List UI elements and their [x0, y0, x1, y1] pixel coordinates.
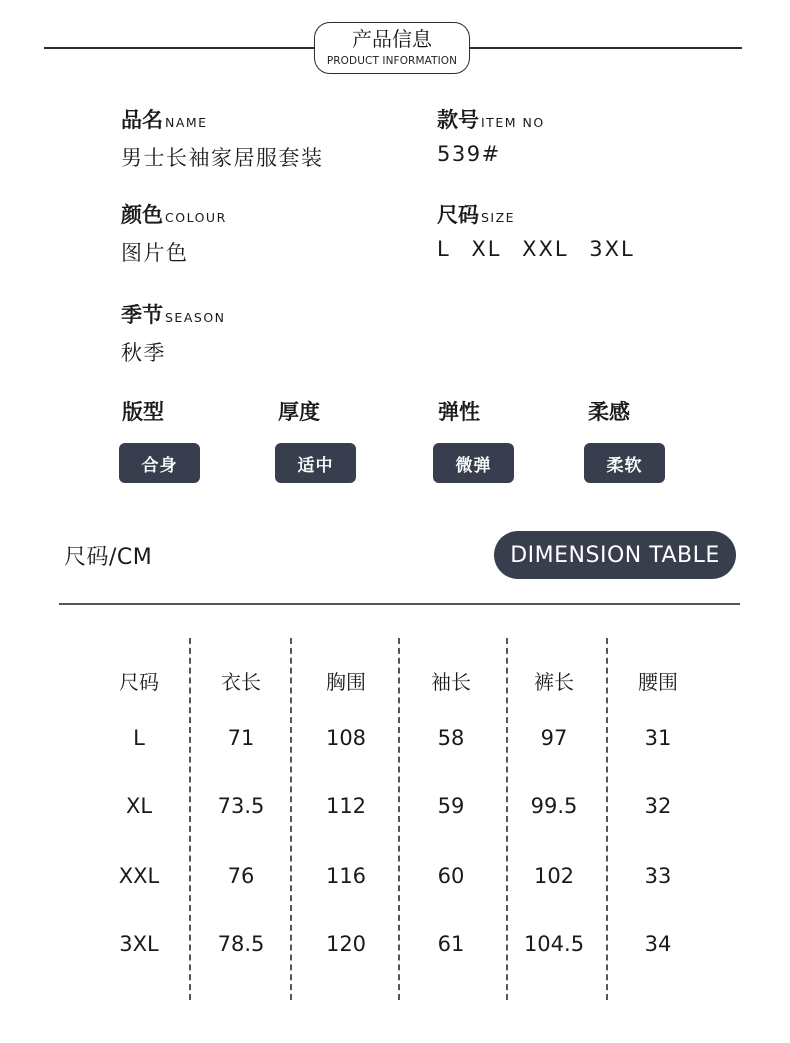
- attribute-label-elasticity: 弹性: [438, 400, 480, 424]
- table-cell: 112: [325, 794, 367, 818]
- table-cell: 73.5: [217, 794, 265, 818]
- field-value: L XL XXL 3XL: [437, 237, 635, 261]
- field-value: 539#: [437, 142, 501, 166]
- table-header-size: 尺码: [119, 670, 159, 694]
- table-cell: 60: [437, 864, 465, 888]
- field-label-en: COLOUR: [165, 210, 227, 225]
- field-label-en: SEASON: [165, 310, 226, 325]
- table-cell: 120: [325, 932, 367, 956]
- table-cell: 97: [540, 726, 568, 750]
- table-cell: XL: [125, 794, 153, 818]
- table-cell: 116: [325, 864, 367, 888]
- attribute-label-thickness: 厚度: [278, 400, 320, 424]
- table-cell: 76: [227, 864, 255, 888]
- field-label: 品名: [121, 108, 163, 132]
- dimension-table-badge: DIMENSION TABLE: [494, 531, 736, 579]
- field-season: [121, 299, 226, 367]
- attribute-chip-thickness: 适中: [275, 443, 356, 483]
- field-name: [121, 104, 324, 172]
- table-cell: 3XL: [119, 932, 159, 956]
- table-cell: 32: [644, 794, 672, 818]
- field-label-en: NAME: [165, 115, 208, 130]
- field-value: 图片色: [121, 241, 189, 265]
- table-cell: 61: [437, 932, 465, 956]
- table-header-sleeve: 袖长: [431, 670, 471, 694]
- attribute-chip-softness: 柔软: [584, 443, 665, 483]
- field-label: 款号: [437, 108, 479, 132]
- field-label: 季节: [121, 303, 163, 327]
- section-divider: [59, 603, 740, 605]
- attribute-label-softness: 柔感: [588, 400, 630, 424]
- table-cell: L: [133, 726, 145, 750]
- section-title-badge: [314, 22, 470, 74]
- table-header-waist: 腰围: [638, 670, 678, 694]
- field-value: 秋季: [121, 341, 166, 365]
- field-size: [437, 199, 635, 261]
- field-colour: [121, 199, 227, 267]
- field-label-en: ITEM NO: [481, 115, 545, 130]
- table-cell: 59: [437, 794, 465, 818]
- field-label-en: SIZE: [481, 210, 516, 225]
- table-cell: 33: [644, 864, 672, 888]
- size-section-title: 尺码/CM: [64, 545, 153, 570]
- field-item-no: [437, 104, 545, 166]
- table-cell: 78.5: [217, 932, 265, 956]
- table-cell: 104.5: [523, 932, 585, 956]
- table-cell: 108: [325, 726, 367, 750]
- table-cell: 102: [533, 864, 575, 888]
- table-header-chest: 胸围: [326, 670, 366, 694]
- header-rule-right: [470, 47, 742, 49]
- table-cell: 71: [227, 726, 255, 750]
- table-cell: XXL: [118, 864, 160, 888]
- attribute-chip-fit: 合身: [119, 443, 200, 483]
- column-divider: [398, 638, 400, 1000]
- attribute-label-fit: 版型: [122, 400, 164, 424]
- table-cell: 31: [644, 726, 672, 750]
- table-header-pants-length: 裤长: [534, 670, 574, 694]
- field-value: 男士长袖家居服套装: [121, 146, 324, 170]
- field-label: 尺码: [437, 203, 479, 227]
- table-cell: 99.5: [530, 794, 578, 818]
- table-cell: 58: [437, 726, 465, 750]
- section-subtitle: PRODUCT INFORMATION: [326, 55, 458, 67]
- field-label: 颜色: [121, 203, 163, 227]
- header-rule-left: [44, 47, 316, 49]
- attribute-chip-elasticity: 微弹: [433, 443, 514, 483]
- table-cell: 34: [644, 932, 672, 956]
- table-header-length: 衣长: [221, 670, 261, 694]
- section-title: 产品信息: [352, 27, 432, 51]
